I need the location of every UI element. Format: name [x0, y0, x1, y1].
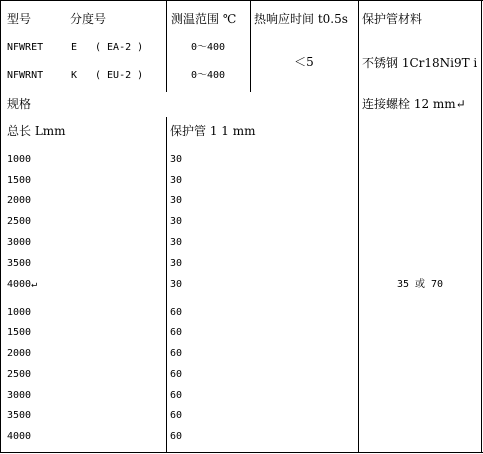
- tube-header: 保护管 1 1 mm: [170, 124, 256, 138]
- table-row-length: 1500: [7, 175, 32, 186]
- table-row-tube: 30: [170, 154, 183, 165]
- table-row-tube: 60: [170, 327, 183, 338]
- response-value: ＜5: [294, 55, 314, 69]
- header-graduation: 分度号: [70, 12, 107, 26]
- header-material: 保护管材料: [362, 12, 423, 26]
- table-row-tube: 30: [170, 195, 183, 206]
- model-grade-paren: ( EA-2 ): [95, 42, 144, 53]
- model-range: 0～400: [190, 70, 226, 81]
- table-row-tube: 60: [170, 410, 183, 421]
- table-row-tube: 60: [170, 369, 183, 380]
- spec-label: 规格: [7, 97, 32, 111]
- table-row-length: 3500: [7, 258, 32, 269]
- table-row-length: 2500: [7, 216, 32, 227]
- model-grade: E: [71, 42, 78, 53]
- table-row-length: 2000: [7, 348, 32, 359]
- border-left: [0, 0, 1, 453]
- border-right: [481, 0, 482, 453]
- table-row-tube: 30: [170, 175, 183, 186]
- weight-value: 35 或 70: [396, 279, 444, 290]
- model-code: NFWRNT: [7, 70, 44, 81]
- divider-response: [250, 0, 251, 92]
- model-range: 0～400: [190, 42, 226, 53]
- border-bottom: [0, 452, 483, 453]
- header-response: 热响应时间 t0.5s: [254, 12, 348, 26]
- table-row-tube: 60: [170, 390, 183, 401]
- table-row-length: 1000: [7, 154, 32, 165]
- divider-material: [358, 0, 359, 453]
- length-header: 总长 Lmm: [7, 124, 66, 138]
- model-grade-paren: ( EU-2 ): [95, 70, 144, 81]
- table-row-tube: 60: [170, 431, 183, 442]
- table-row-length: 2000: [7, 195, 32, 206]
- table-row-tube: 30: [170, 216, 183, 227]
- material-value: 不锈钢 1Cr18Ni9T i: [362, 56, 478, 70]
- header-range: 测温范围 ℃: [171, 12, 237, 26]
- table-row-length: 1500: [7, 327, 32, 338]
- header-model: 型号: [7, 12, 32, 26]
- model-code: NFWRET: [7, 42, 44, 53]
- table-row-tube: 60: [170, 348, 183, 359]
- table-row-tube: 30: [170, 237, 183, 248]
- divider-tube: [166, 117, 167, 453]
- table-row-length: 4000↵: [7, 279, 38, 290]
- table-row-tube: 30: [170, 258, 183, 269]
- table-row-length: 3000: [7, 390, 32, 401]
- model-grade: K: [71, 70, 78, 81]
- table-row-length: 1000: [7, 307, 32, 318]
- table-row-length: 3000: [7, 237, 32, 248]
- border-top: [0, 0, 483, 1]
- bolt-spec: 连接螺栓 12 mm↵: [362, 97, 466, 111]
- table-row-tube: 60: [170, 307, 183, 318]
- table-row-length: 3500: [7, 410, 32, 421]
- table-row-length: 2500: [7, 369, 32, 380]
- table-row-length: 4000: [7, 431, 32, 442]
- table-row-tube: 30: [170, 279, 183, 290]
- divider-range: [166, 0, 167, 92]
